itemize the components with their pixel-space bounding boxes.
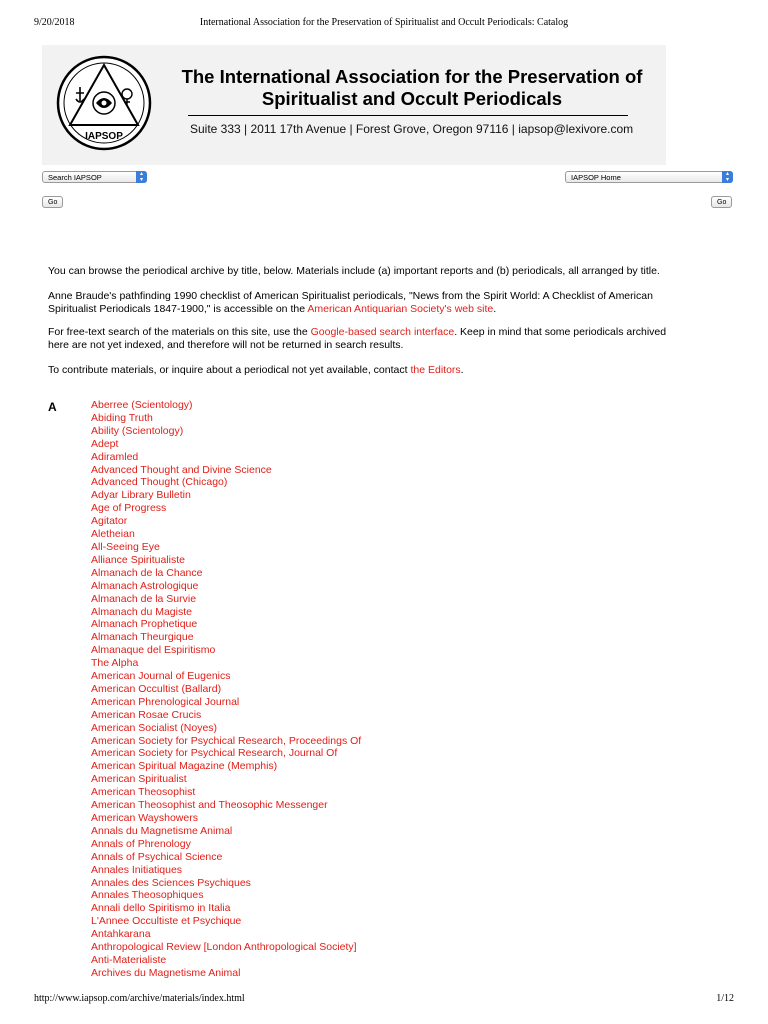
periodical-title-link[interactable]: American Phrenological Journal [91, 695, 240, 708]
periodical-title-link[interactable]: Annals du Magnetisme Animal [91, 824, 233, 837]
periodical-title-link[interactable]: American Theosophist and Theosophic Messenger [91, 799, 328, 812]
site-banner [42, 45, 666, 165]
periodical-title-link[interactable]: Archives du Magnetisme Animal [91, 966, 241, 979]
print-header [34, 17, 734, 31]
periodical-title-link[interactable]: Almanach Theurgique [91, 631, 194, 644]
banner-address: Suite 333 | 2011 17th Avenue | Forest Grove, Oregon 97116 | iapsop@lexivore.com [190, 122, 634, 136]
svg-text:IAPSOP: IAPSOP [85, 131, 123, 142]
periodical-title-link[interactable]: Almanach du Magiste [91, 605, 192, 618]
periodical-title-link[interactable]: Annals of Phrenology [91, 837, 191, 850]
periodical-title-link[interactable]: Almanach Astrologique [91, 579, 199, 592]
periodical-title-link[interactable]: American Wayshowers [91, 812, 198, 824]
periodical-title-link[interactable]: Adiramled [91, 450, 139, 463]
print-date: 9/20/2018 [34, 17, 75, 28]
intro-p3-text-2: . Keep in mind that some periodicals archived [454, 326, 667, 338]
periodical-title-link[interactable]: Advanced Thought (Chicago) [91, 476, 228, 489]
periodical-title-link[interactable]: American Theosophist [91, 786, 196, 799]
iapsop-seal-logo [54, 53, 154, 153]
aas-link[interactable]: American Antiquarian Society's web site [307, 303, 494, 315]
intro-paragraph-2 [48, 290, 728, 316]
periodical-title-list [91, 399, 361, 980]
periodical-title-link[interactable]: Abiding Truth [91, 411, 153, 424]
google-search-link[interactable]: Google-based search interface [310, 326, 455, 338]
periodical-title-link[interactable]: Almanach Prophetique [91, 618, 198, 631]
search-select-value: Search IAPSOP [48, 173, 102, 182]
periodical-title-link[interactable]: Aberree (Scientology) [91, 399, 193, 411]
periodical-title-link[interactable]: Agitator [91, 515, 128, 528]
periodical-title-link[interactable]: All-Seeing Eye [91, 540, 160, 553]
home-select-value: IAPSOP Home [571, 173, 621, 182]
print-title: International Association for the Preservation of Spiritualist and Occult Periodicals: Catalog [199, 17, 569, 28]
print-url: http://www.iapsop.com/archive/materials/index.html [34, 993, 245, 1004]
periodical-title-link[interactable]: Anthropological Review [London Anthropological Society] [91, 941, 357, 954]
periodical-title-link[interactable]: L'Annee Occultiste et Psychique [91, 915, 242, 928]
periodical-title-link[interactable]: Advanced Thought and Divine Science [91, 463, 272, 476]
search-select[interactable] [42, 171, 147, 183]
intro-p4-text: To contribute materials, or inquire about a periodical not yet available, contact [48, 364, 411, 376]
periodical-title-link[interactable]: Annales Theosophiques [91, 889, 204, 902]
intro-p2-text: Anne Braude's pathfinding 1990 checklist of American Spiritualist periodicals, "News from the Spirit World: A Checklist of American [48, 290, 653, 302]
periodical-title-link[interactable]: American Society for Psychical Research, Journal Of [91, 747, 338, 760]
select-arrows-icon: ▴ ▾ [722, 171, 733, 183]
intro-p4-end: . [460, 364, 464, 376]
periodical-title-link[interactable]: Adept [91, 437, 119, 450]
print-footer [34, 993, 734, 1007]
periodical-title-link[interactable]: American Journal of Eugenics [91, 670, 231, 683]
intro-paragraph-3 [48, 326, 728, 352]
select-arrows-icon: ▴ ▾ [136, 171, 147, 183]
intro-p3-text-3: here are not yet indexed, and therefore will not be returned in search results. [48, 339, 404, 351]
editors-link[interactable]: the Editors [410, 364, 461, 376]
intro-p3-text: For free-text search of the materials on this site, use the [48, 326, 311, 338]
search-go-button[interactable]: Go [42, 196, 63, 208]
banner-title-line2: Spiritualist and Occult Periodicals [261, 88, 563, 109]
periodical-title-link[interactable]: American Rosae Crucis [91, 708, 202, 721]
periodical-title-link[interactable]: Annali dello Spiritismo in Italia [91, 902, 231, 915]
periodical-title-link[interactable]: Annals of Psychical Science [91, 850, 223, 863]
banner-divider [188, 115, 628, 116]
periodical-title-link[interactable]: Ability (Scientology) [91, 424, 184, 437]
periodical-title-link[interactable]: The Alpha [91, 657, 139, 670]
banner-title [162, 66, 662, 110]
periodical-title-link[interactable]: Annales Initiatiques [91, 863, 183, 876]
periodical-title-link[interactable]: Anti-Materialiste [91, 953, 167, 966]
periodical-title-link[interactable]: Annales des Sciences Psychiques [91, 876, 251, 889]
periodical-title-link[interactable]: American Socialist (Noyes) [91, 721, 218, 734]
periodical-title-link[interactable]: Age of Progress [91, 502, 167, 515]
periodical-title-link[interactable]: American Spiritual Magazine (Memphis) [91, 760, 278, 773]
periodical-title-link[interactable]: Adyar Library Bulletin [91, 489, 191, 502]
periodical-title-link[interactable]: Almanach de la Survie [91, 592, 197, 605]
periodical-title-link[interactable]: American Spiritualist [91, 773, 187, 786]
home-select[interactable] [565, 171, 733, 183]
home-go-button[interactable]: Go [711, 196, 732, 208]
periodical-title-link[interactable]: Aletheian [91, 528, 135, 541]
periodical-title-link[interactable]: Almanaque del Espiritismo [91, 644, 216, 657]
periodical-title-link[interactable]: Antahkarana [91, 928, 151, 941]
intro-p2-text-2: Spiritualist Periodicals 1847-1900," is accessible on the [48, 303, 308, 315]
periodical-title-link[interactable]: Alliance Spiritualiste [91, 553, 185, 566]
print-page-number: 1/12 [716, 993, 734, 1004]
catalog-letter-heading: A [48, 400, 57, 414]
intro-paragraph-1: You can browse the periodical archive by title, below. Materials include (a) important reports and (b) periodicals, all arranged by title. [48, 265, 660, 277]
periodical-title-link[interactable]: American Society for Psychical Research, Proceedings Of [91, 734, 362, 747]
intro-paragraph-4 [48, 364, 728, 377]
intro-p2-end: . [493, 303, 497, 315]
periodical-title-link[interactable]: Almanach de la Chance [91, 566, 203, 579]
banner-title-line1: The International Association for the Preservation of [181, 66, 643, 87]
periodical-title-link[interactable]: American Occultist (Ballard) [91, 682, 222, 695]
